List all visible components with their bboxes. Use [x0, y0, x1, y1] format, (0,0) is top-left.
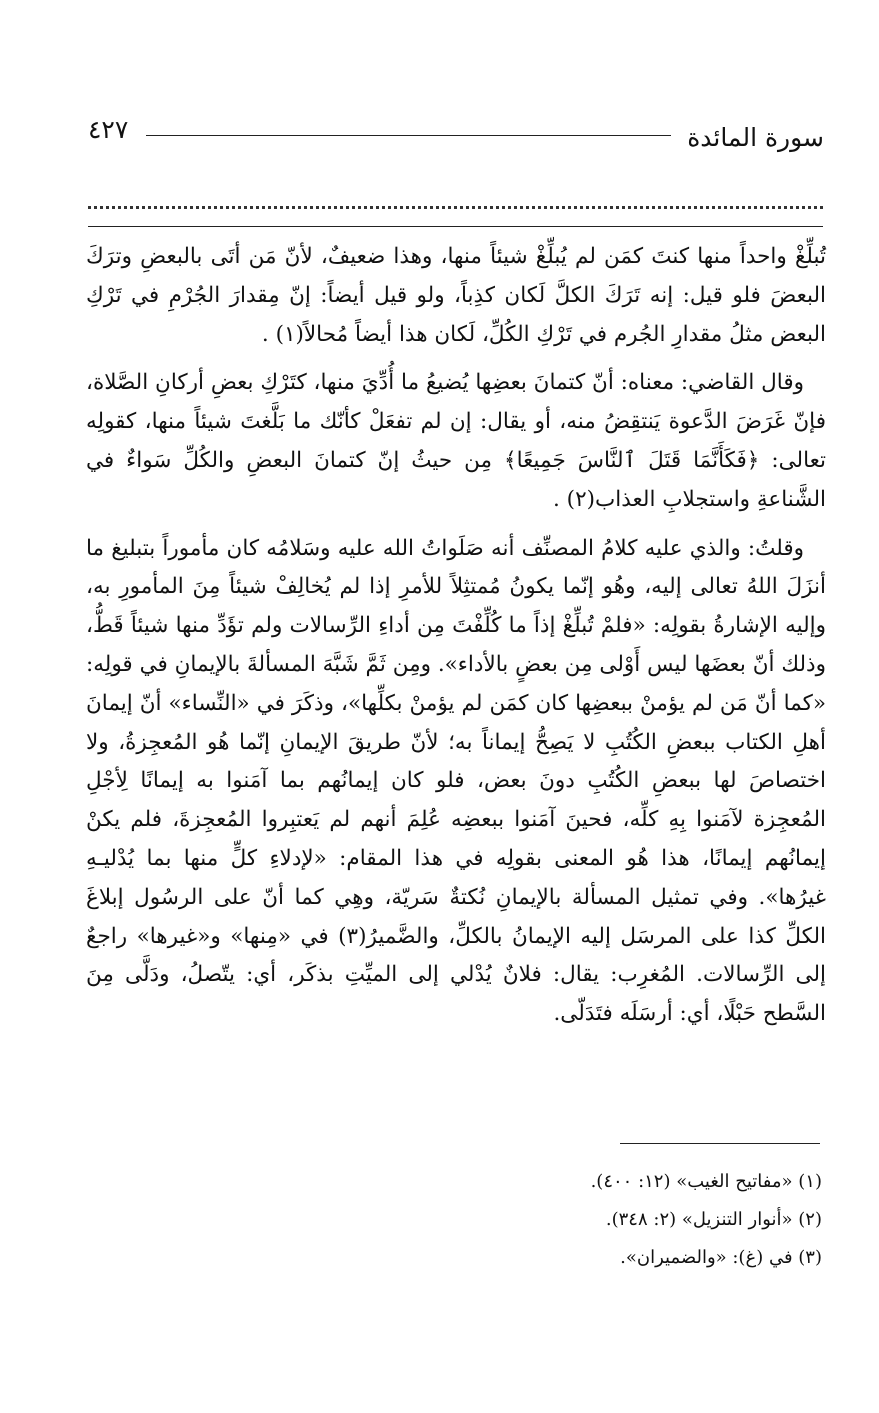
- paragraph: وقلتُ: والذي عليه كلامُ المصنِّف أنه صَلَواتُ الله عليه وسَلامُه كان مأموراً بتبليغ ما أنزَلَ اللهُ تعالى إليه، وهُو إنّما يكونُ مُمتثِلاً للأمرِ إذا لم يُخالِفْ شيئاً مِنَ المأمورِ به، وإليه الإشارةُ بقولِه: «فلمْ تُبلِّغْ إذاً ما كُلِّفْتَ مِن أداءِ الرِّسالات ولم تؤَدِّ منها شيئاً قَطُّ، وذلك أنّ بعضَها ليس أَوْلى مِن بعضٍ بالأداء». ومِن ثَمَّ شَبَّهَ المسألةَ بالإيمانِ في قولِه: «كما أنّ مَن لم يؤمنْ ببعضِها كان كمَن لم يؤمنْ بكلِّها»، وذكَرَ في «النِّساء» أنّ إيمانَ أهلِ الكتاب ببعضِ الكُتُبِ لا يَصِحُّ إيماناً به؛ لأنّ طريقَ الإيمانِ إنّما هُو المُعجِزةُ، ولا اختصاصَ لها ببعضِ الكُتُبِ دونَ بعض، فلو كان إيمانُهم بما آمَنوا به إيمانًا لِأجْلِ المُعجِزة لآمَنوا بِهِ كلِّه، فحينَ آمَنوا ببعضِه عُلِمَ أنهم لم يَعتبِروا المُعجِزةَ، فلم يكنْ إيمانُهم إيمانًا، هذا هُو المعنى بقولِه في هذا المقام: «لإدلاءِ كلٍّ منها بما يُدْليـهِ غيرُها». وفي تمثيل المسألة بالإيمانِ نُكتةٌ سَريّة، وهِي كما أنّ على الرسُول إبلاغَ الكلِّ كذا على المرسَل إليه الإيمانُ بالكلِّ، والضَّميرُ(٣) في «مِنها» و«غيرها» راجعٌ إلى الرِّسالات. المُغرِب: يقال: فلانٌ يُدْلي إلى الميِّتِ بذكَر، أي: يتّصلُ، ودَلَّى مِنَ السَّطح حَبْلًا، أي: أرسَلَه فتَدَلّى.: [86, 535, 826, 1027]
- paragraph: تُبلِّغْ واحداً منها كنتَ كمَن لم يُبلِّغْ شيئاً منها، وهذا ضعيفٌ، لأنّ مَن أتَى بالبعضِ وترَكَ البعضَ فلو قيل: إنه تَرَكَ الكلَّ لَكان كذِباً، ولو قيل أيضاً: إنّ مِقدارَ الجُرْمِ في تَرْكِ البعض مثلُ مقدارِ الجُرم في تَرْكِ الكُلِّ، لَكان هذا أيضاً مُحالاً(١) .: [86, 244, 826, 347]
- dotted-divider: [88, 206, 823, 209]
- paragraph: وقال القاضي: معناه: أنّ كتمانَ بعضِها يُضيعُ ما أُدِّيَ منها، كتَرْكِ بعضِ أركانِ الصَّلاة، فإنّ غَرَضَ الدَّعوة يَنتقِضُ منه، أو يقال: إن لم تفعَلْ كأنّك ما بَلَّغتَ شيئاً منها، كقولِه تعالى: ﴿فَكَأَنَّمَا قَتَلَ ٱلنَّاسَ جَمِيعًا﴾ مِن حيثُ إنّ كتمانَ البعضِ والكُلِّ سَواءٌ في الشَّناعةِ واستجلابِ العذاب(٢) .: [86, 370, 826, 512]
- footnote: (٢) «أنوار التنزيل» (٢: ٣٤٨).: [605, 1209, 822, 1230]
- surah-title: سورة المائدة: [687, 123, 824, 152]
- solid-divider: [88, 226, 823, 227]
- page-number: ٤٢٧: [88, 115, 129, 144]
- main-text: [86, 238, 826, 1044]
- footnote-separator: [620, 1143, 820, 1144]
- footnote: (٣) في (غ): «والضميران».: [620, 1247, 822, 1268]
- footnote: (١) «مفاتيح الغيب» (١٢: ٤٠٠).: [590, 1171, 822, 1192]
- page-header: [88, 112, 824, 162]
- header-rule: [146, 135, 671, 136]
- footnotes: [300, 1163, 822, 1277]
